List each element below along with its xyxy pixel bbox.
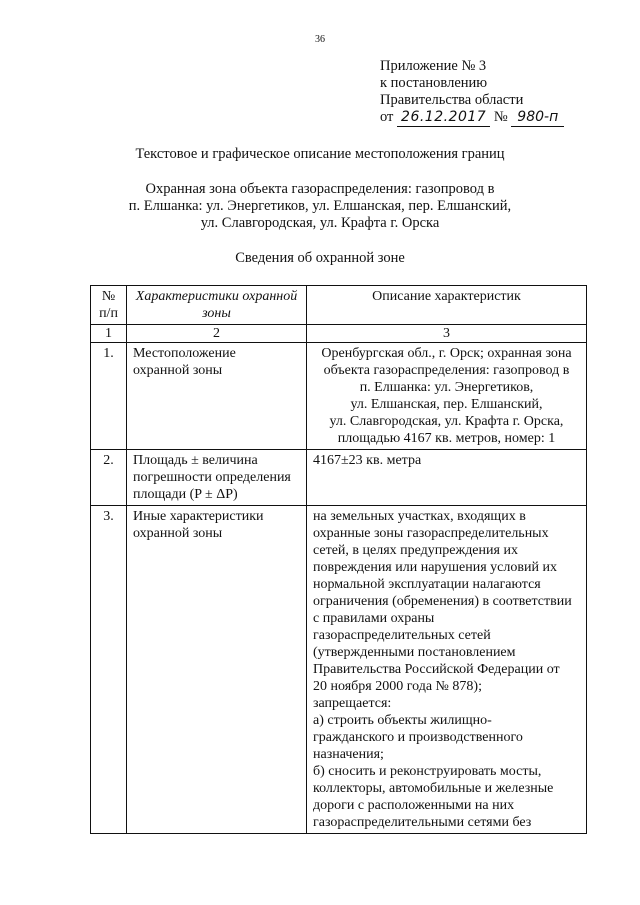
page-number: 36 <box>315 34 325 45</box>
column-index: 3 <box>307 325 587 343</box>
row-value-line: сетей, в целях предупреждения их <box>313 543 518 558</box>
table-row <box>91 450 587 506</box>
appendix-date-line <box>380 109 564 127</box>
row-value-line: Оренбургская обл., г. Орск; охранная зона <box>321 346 572 361</box>
row-value-line: дороги с расположенными на них <box>313 798 515 813</box>
row-value-line: 20 ноября 2000 года № 878); <box>313 679 482 694</box>
subject-line-1: Охранная зона объекта газораспределения: газопровод в <box>145 181 495 197</box>
zone-subject <box>0 181 640 232</box>
header-char-line: Характеристики охранной <box>135 289 298 304</box>
table-title: Сведения об охранной зоне <box>235 250 405 266</box>
row-value-line: запрещается: <box>313 696 392 711</box>
document-title: Текстовое и графическое описание местоположения границ <box>135 146 505 162</box>
row-value-line: нормальной эксплуатации налагаются <box>313 577 541 592</box>
row-value-line: коллекторы, автомобильные и железные <box>313 781 554 796</box>
appendix-header <box>380 58 564 127</box>
table-row <box>91 343 587 450</box>
row-value-line: газораспределительных сетей <box>313 628 491 643</box>
header-description: Описание характеристик <box>307 286 587 325</box>
row-value-line: б) сносить и реконструировать мосты, <box>313 764 542 779</box>
row-name-line: площади (P ± ΔP) <box>133 487 238 502</box>
row-value-line: ограничения (обременения) в соответствии <box>313 594 572 609</box>
header-num-line: п/п <box>99 306 118 321</box>
row-value-line: 4167±23 кв. метра <box>313 453 422 468</box>
appendix-line-3: Правительства области <box>380 92 524 108</box>
table-row <box>91 506 587 834</box>
row-value <box>307 450 587 506</box>
appendix-line-1: Приложение № 3 <box>380 58 487 74</box>
row-value-line: гражданского и производственного <box>313 730 523 745</box>
row-value-line: ул. Елшанская, пер. Елшанский, <box>350 397 543 412</box>
header-characteristics <box>127 286 307 325</box>
row-value-line: (утвержденными постановлением <box>313 645 516 660</box>
row-number: 2. <box>91 450 127 506</box>
column-index: 1 <box>91 325 127 343</box>
handwritten-number: 980-п <box>511 109 564 127</box>
row-name-line: погрешности определения <box>133 470 291 485</box>
row-value-line: с правилами охраны <box>313 611 435 626</box>
header-char-line: зоны <box>202 306 231 321</box>
row-value-line: а) строить объекты жилищно- <box>313 713 492 728</box>
row-name-line: Местоположение <box>133 346 236 361</box>
row-value-line: на земельных участках, входящих в <box>313 509 526 524</box>
row-name-line: Иные характеристики <box>133 509 264 524</box>
zone-info-table <box>90 285 587 834</box>
row-number: 3. <box>91 506 127 834</box>
appendix-line-2: к постановлению <box>380 75 488 91</box>
row-name <box>127 343 307 450</box>
row-value-line: ул. Славгородская, ул. Крафта г. Орска, <box>329 414 564 429</box>
row-name-line: охранной зоны <box>133 363 223 378</box>
column-index: 2 <box>127 325 307 343</box>
row-value-line: объекта газораспределения: газопровод в <box>323 363 570 378</box>
row-name-line: Площадь ± величина <box>133 453 258 468</box>
row-value <box>307 343 587 450</box>
row-value-line: площадью 4167 кв. метров, номер: 1 <box>337 431 556 446</box>
subject-line-3: ул. Славгородская, ул. Крафта г. Орска <box>200 215 440 231</box>
row-value-line: назначения; <box>313 747 384 762</box>
column-index-row <box>91 325 587 343</box>
row-value-line: Правительства Российской Федерации от <box>313 662 560 677</box>
row-value-line: охранные зоны газораспределительных <box>313 526 549 541</box>
row-value-line: повреждения или нарушения условий их <box>313 560 557 575</box>
row-name <box>127 506 307 834</box>
handwritten-date: 26.12.2017 <box>397 109 490 127</box>
row-value-line: газораспределительными сетями без <box>313 815 532 830</box>
from-label: от <box>380 109 394 125</box>
subject-line-2: п. Елшанка: ул. Энергетиков, ул. Елшанская, пер. Елшанский, <box>128 198 512 214</box>
header-num-line: № <box>101 289 116 304</box>
header-num <box>91 286 127 325</box>
table-header-row <box>91 286 587 325</box>
row-value <box>307 506 587 834</box>
row-name-line: охранной зоны <box>133 526 223 541</box>
row-number: 1. <box>91 343 127 450</box>
row-value-line: п. Елшанка: ул. Энергетиков, <box>359 380 534 395</box>
number-label: № <box>493 109 508 125</box>
row-name <box>127 450 307 506</box>
